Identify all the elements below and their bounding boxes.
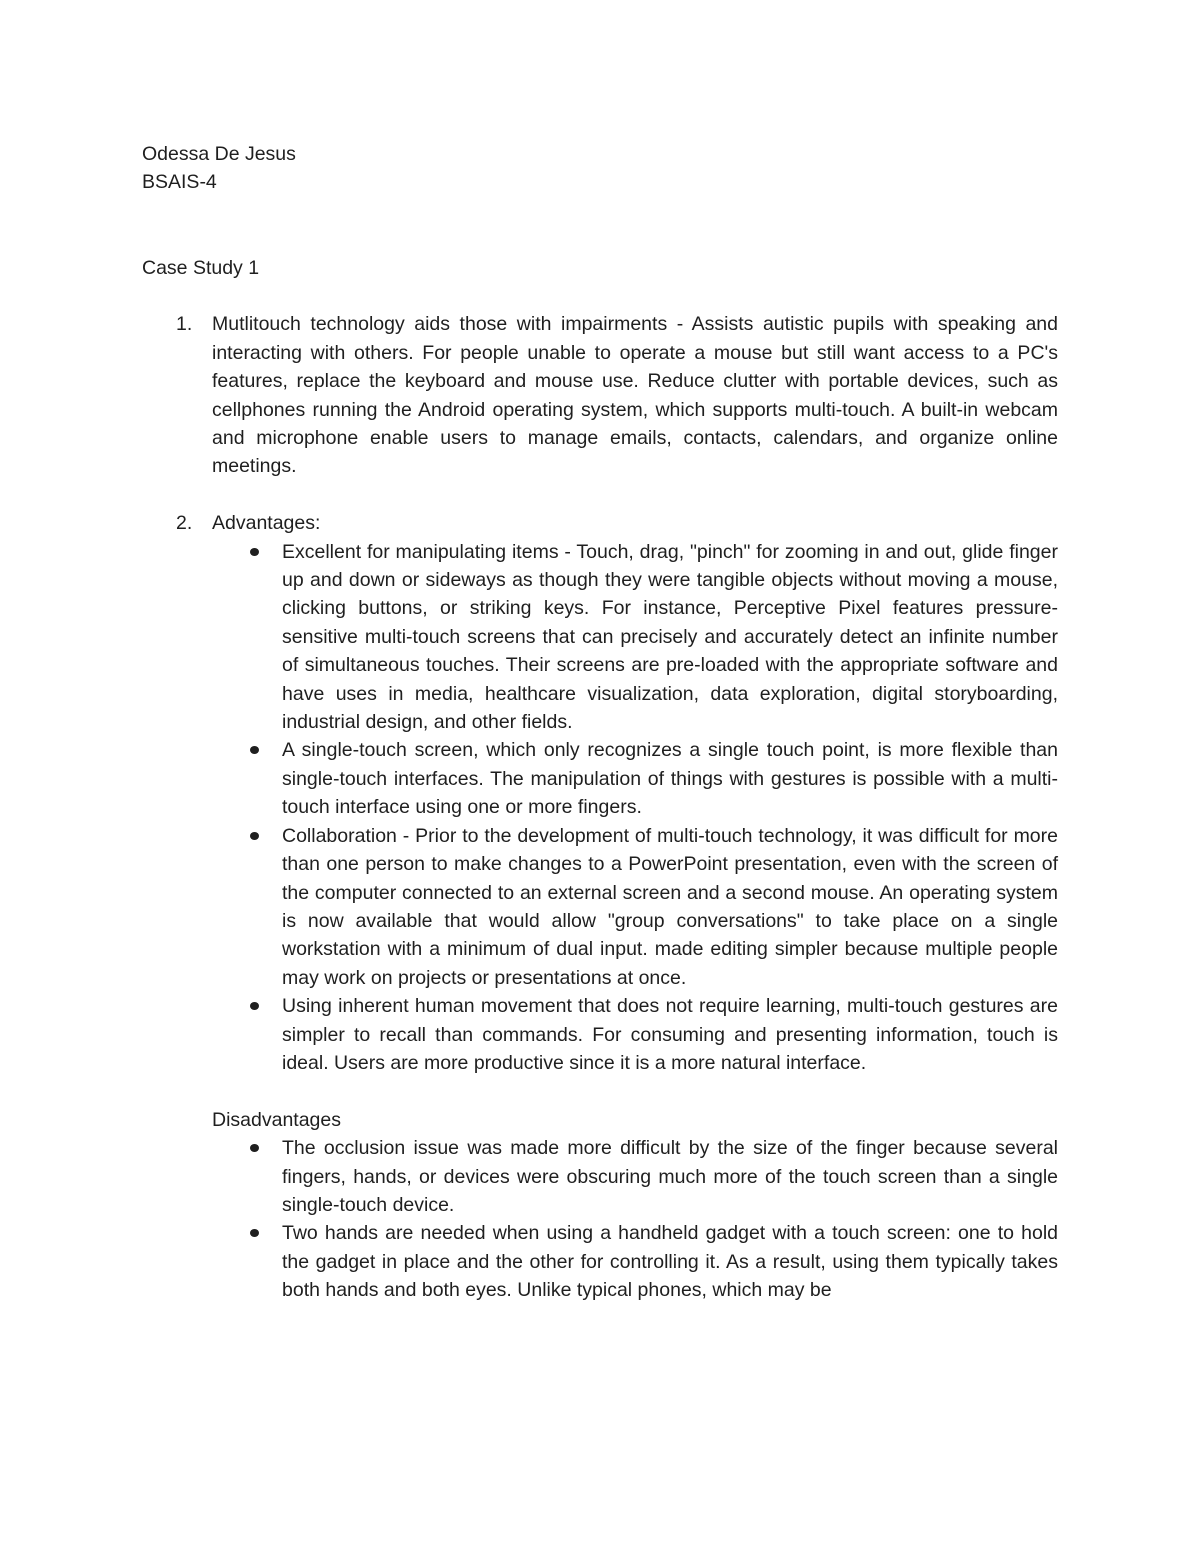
bullet-icon [250,1229,259,1237]
advantage-text: Excellent for manipulating items - Touch, drag, "pinch" for zooming in and out, glide finger up and down or sideways as though they were tangible objects without moving a mouse, clicking buttons, or striking keys. For instance, Perceptive Pixel features pressure-sensitive multi-touch screens that can precisely and accurately detect an infinite number of simultaneous touches. Their screens are pre-loaded with the appropriate software and have uses in media, healthcare visualization, data exploration, digital storyboarding, industrial design, and other fields. [282,540,1058,734]
list-item-1 [142,310,1058,480]
author-name: Odessa De Jesus [142,143,296,165]
disadvantage-text: Two hands are needed when using a handheld gadget with a touch screen: one to hold the gadget in place and the other for controlling it. As a result, using them typically takes both hands and both eyes. Unlike typical phones, which may be [282,1222,1058,1302]
list-item [142,1134,1058,1219]
advantage-text: Collaboration - Prior to the development of multi-touch technology, it was difficult for more than one person to make changes to a PowerPoint presentation, even with the screen of the computer connected to an external screen and a second mouse. An operating system is now available that would allow "group conversations" to take place on a single workstation with a minimum of dual input. made editing simpler because multiple people may work on projects or presentations at once. [282,824,1058,989]
case-study-title: Case Study 1 [142,256,260,279]
list-item [142,538,1058,737]
bullet-icon [250,1144,259,1152]
advantage-text: Using inherent human movement that does not require learning, multi-touch gestures are simpler to recall than commands. For consuming and presenting information, touch is ideal. Users are more productive since it is a more natural interface. [282,995,1058,1074]
disadvantage-text: The occlusion issue was made more difficult by the size of the finger because several fingers, hands, or devices were obscuring much more of the touch screen than a single single-touch device. [282,1137,1058,1216]
bullet-icon [250,548,259,556]
list-number: 2. [176,512,193,535]
bullet-icon [250,832,259,840]
disadvantages-heading: Disadvantages [212,1108,341,1131]
advantages-list [142,538,1058,1078]
list-item [142,1219,1058,1304]
numbered-list [142,310,1058,1304]
list-item [142,822,1058,992]
bullet-icon [250,746,259,754]
document-body [142,140,1058,1305]
answer-1-text: Mutlitouch technology aids those with impairments - Assists autistic pupils with speaking and interacting with others. For people unable to operate a mouse but still want access to a PC's features, replace the keyboard and mouse use. Reduce clutter with portable devices, such as cellphones running the Android operating system, which supports multi-touch. A built-in webcam and microphone enable users to manage emails, contacts, calendars, and organize online meetings. [212,313,1058,478]
list-number: 1. [176,313,193,336]
section-label: BSAIS-4 [142,171,217,194]
advantages-heading: Advantages: [212,512,321,535]
list-item [142,736,1058,821]
list-item [142,992,1058,1077]
list-item-2 [142,509,1058,537]
advantage-text: A single-touch screen, which only recognizes a single touch point, is more flexible than single-touch interfaces. The manipulation of things with gestures is possible with a multi-touch interface using one or more fingers. [282,739,1058,819]
bullet-icon [250,1002,259,1010]
disadvantages-list [142,1134,1058,1304]
